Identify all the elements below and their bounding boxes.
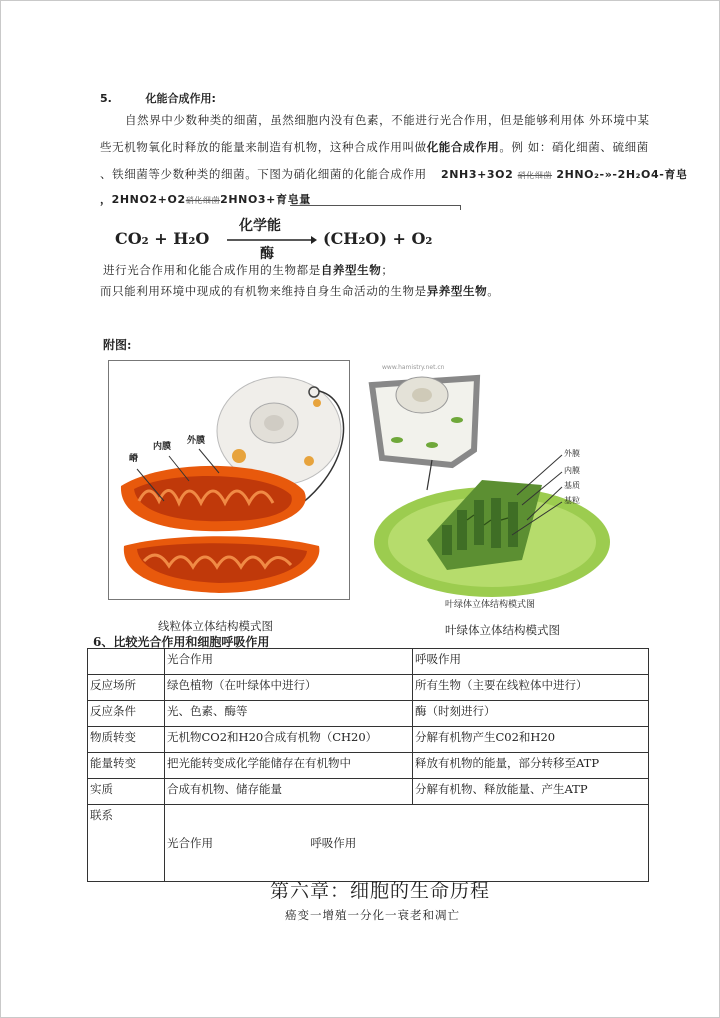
table-cell: 无机物CO2和H20合成有机物（CH20） (165, 727, 413, 753)
equation-enzyme-label: 酶 (260, 246, 274, 262)
reaction-2-condition: 硝化细菌 (185, 196, 221, 205)
table-cell: 反应场所 (88, 675, 165, 701)
table-row (88, 727, 649, 753)
caption-chloroplast: 叶绿体立体结构模式图 (445, 623, 560, 637)
label-chloro-outer: 外膜 (564, 449, 580, 458)
term-autotroph: 自养型生物 (320, 263, 382, 277)
label-inner-membrane: 内膜 (153, 442, 172, 452)
text-span: 。例 如：硝化细菌、硫细菌 (499, 140, 649, 154)
label-grana: 基粒 (564, 496, 580, 505)
chloroplast-inner-caption: 叶绿体立体结构模式图 (445, 600, 536, 610)
table-row (88, 701, 649, 727)
watermark: www.hamistry.net.cn (382, 364, 445, 371)
label-stroma: 基质 (564, 481, 580, 490)
reaction-1-right: 2HNO₂-»-2H₂O4-育皂 (556, 168, 688, 181)
table-cell: 酶（时刻进行） (413, 701, 649, 727)
section-5-heading (100, 90, 216, 106)
section-5-line1: 自然界中少数种类的细菌，虽然细胞内没有色素，不能进行光合作用，但是能够利用体 外环境中某 (125, 113, 650, 127)
chemosynthesis-equation (115, 215, 475, 262)
table-cell: 联系 (88, 805, 165, 882)
reaction-1-condition: 硝化细菌 (517, 171, 553, 180)
section-5-line4 (100, 186, 311, 214)
table-cell: 释放有机物的能量，部分转移至ATP (413, 753, 649, 779)
reaction-2-left: ，2HNO2+O2 (100, 193, 186, 206)
link-photosynthesis: 光合作用 (167, 836, 213, 850)
section-5-line2 (100, 134, 670, 161)
table-cell (88, 649, 165, 675)
text-span: 些无机物氧化时释放的能量来制造有机物，这种合成作用叫做 (100, 140, 427, 154)
label-crista: 嵴 (129, 454, 139, 464)
section-6-title: 6、比较光合作用和细胞呼吸作用 (93, 635, 270, 649)
table-cell: 绿色植物（在叶绿体中进行） (165, 675, 413, 701)
link-respiration: 呼吸作用 (310, 836, 357, 850)
term-heterotroph: 异养型生物 (426, 284, 488, 298)
table-cell: 实质 (88, 779, 165, 805)
table-header-photosynthesis: 光合作用 (165, 649, 413, 675)
table-header-row (88, 649, 649, 675)
text-span: 。 (487, 284, 500, 298)
label-outer-membrane: 外膜 (187, 436, 206, 446)
equation-energy-label: 化学能 (239, 218, 281, 234)
figures-heading: 附图: (103, 338, 132, 352)
section-5-title: 化能合成作用: (145, 92, 216, 105)
table-row (88, 779, 649, 805)
table-cell: 反应条件 (88, 701, 165, 727)
table-cell: 把光能转变成化学能储存在有机物中 (165, 753, 413, 779)
chapter-title: 第六章：细胞的生命历程 (270, 880, 491, 902)
table-row (88, 753, 649, 779)
table-cell: 物质转变 (88, 727, 165, 753)
chloroplast-figure (362, 360, 612, 610)
chapter-subtitle: 癌变一增殖一分化一衰老和凋亡 (285, 908, 460, 922)
table-row (88, 675, 649, 701)
table-header-respiration: 呼吸作用 (413, 649, 649, 675)
text-span: ； (381, 263, 394, 277)
caption-mitochondrion: 线粒体立体结构模式图 (158, 619, 273, 633)
table-cell: 光、色素、酶等 (165, 701, 413, 727)
term-chemosynthesis: 化能合成作用 (426, 140, 500, 154)
section-5-line3 (100, 161, 688, 189)
reaction-1-left: 2NH3+3O2 (440, 168, 514, 181)
mitochondrion-figure (108, 360, 350, 600)
comparison-table (87, 648, 649, 882)
text-span: 、铁细菌等少数种类的细菌。下图为硝化细菌的化能合成作用 (100, 167, 427, 181)
table-cell: 所有生物（主要在线粒体中进行） (413, 675, 649, 701)
table-link-cell (165, 805, 649, 882)
text-span: 进行光合作用和化能合成作用的生物都是 (103, 263, 321, 277)
equation-reactants: CO₂ + H₂O (115, 229, 210, 248)
table-cell: 分解有机物、释放能量、产生ATP (413, 779, 649, 805)
table-cell: 分解有机物产生C02和H20 (413, 727, 649, 753)
table-cell: 能量转变 (88, 753, 165, 779)
table-row-link (88, 805, 649, 882)
rule-line (290, 205, 461, 210)
section-5-number: 5. (100, 92, 112, 105)
mitochondrion-illustration (109, 361, 349, 599)
heterotroph-sentence (100, 278, 499, 305)
text-span: 而只能利用环境中现成的有机物来维持自身生命活动的生物是 (100, 284, 427, 298)
equation-products: (CH₂O) + O₂ (323, 229, 433, 248)
label-chloro-inner: 内膜 (564, 466, 580, 475)
reaction-2-right: 2HNO3+育皂量 (220, 193, 311, 206)
table-cell: 合成有机物、储存能量 (165, 779, 413, 805)
